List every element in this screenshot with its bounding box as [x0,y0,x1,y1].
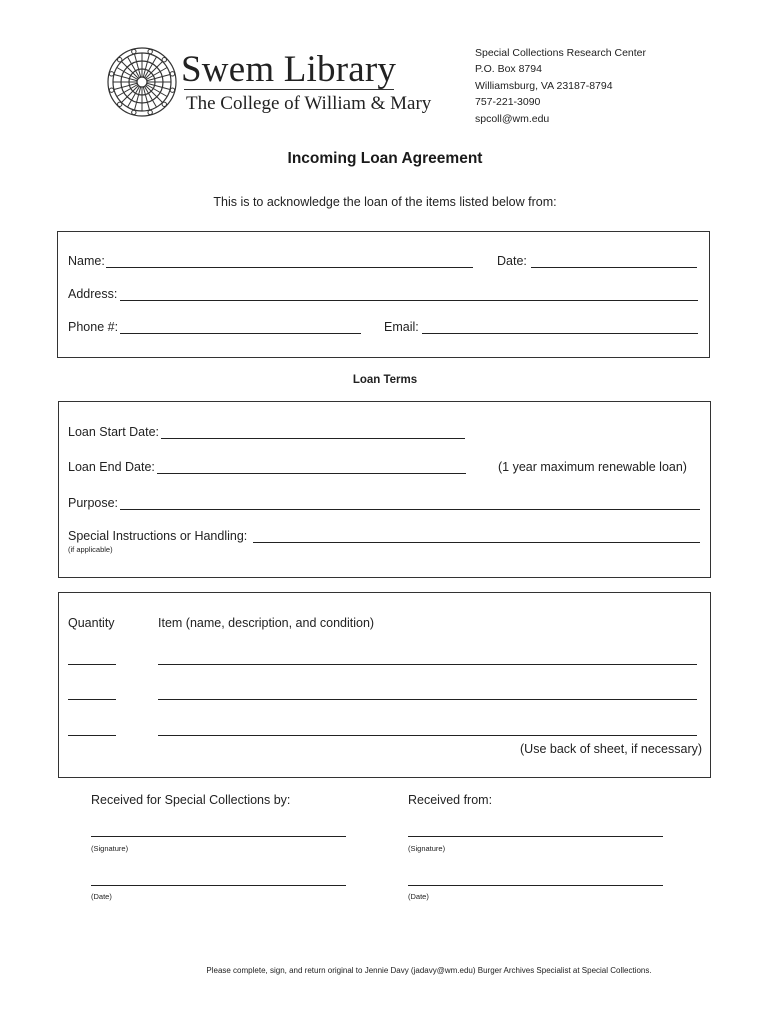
receiver-date-caption: (Date) [91,892,112,901]
purpose-label: Purpose: [68,496,119,510]
address-line-email: spcoll@wm.edu [475,113,550,125]
date-label: Date: [497,254,527,268]
address-field-line[interactable] [120,300,698,301]
intro-text: This is to acknowledge the loan of the items listed below from: [213,195,557,209]
lender-date-caption: (Date) [408,892,429,901]
loan-end-label: Loan End Date: [68,460,155,474]
footer-instructions: Please complete, sign, and return original to Jennie Davy (jadavy@wm.edu) Burger Archives Specialist at Special Collections. [206,966,652,975]
purpose-field-line[interactable] [120,509,700,510]
received-for-label: Received for Special Collections by: [91,793,291,807]
item-field-line[interactable] [158,735,697,736]
quantity-field-line[interactable] [68,735,116,736]
receiver-signature-line[interactable] [91,836,346,837]
loan-end-note: (1 year maximum renewable loan) [498,460,687,474]
receiver-date-line[interactable] [91,885,346,886]
loan-terms-heading: Loan Terms [352,374,418,386]
lender-signature-caption: (Signature) [408,844,446,853]
address-line-city: Williamsburg, VA 23187-8794 [475,80,613,92]
item-field-line[interactable] [158,699,697,700]
college-name: The College of William & Mary [186,93,432,114]
rose-window-logo-icon [106,46,178,118]
special-instructions-label: Special Instructions or Handling: [68,529,248,543]
lender-date-line[interactable] [408,885,663,886]
address-line-po-box: P.O. Box 8794 [475,63,542,75]
quantity-field-line[interactable] [68,699,116,700]
special-instructions-note: (if applicable) [68,545,113,554]
back-of-sheet-note: (Use back of sheet, if necessary) [520,742,703,756]
loan-start-field-line[interactable] [161,438,465,439]
phone-field-line[interactable] [120,333,361,334]
address-line-phone: 757-221-3090 [475,96,541,108]
date-field-line[interactable] [531,267,697,268]
title-rule [184,89,394,90]
loan-end-field-line[interactable] [157,473,466,474]
receiver-signature-caption: (Signature) [91,844,129,853]
address-label: Address: [68,287,118,301]
library-name: Swem Library [181,49,397,90]
special-instructions-field-line[interactable] [253,542,700,543]
item-header: Item (name, description, and condition) [158,616,375,630]
address-line-department: Special Collections Research Center [475,47,646,59]
quantity-field-line[interactable] [68,664,116,665]
name-label: Name: [68,254,105,268]
loan-start-label: Loan Start Date: [68,425,160,439]
received-from-label: Received from: [408,793,493,807]
item-field-line[interactable] [158,664,697,665]
email-field-line[interactable] [422,333,698,334]
email-label: Email: [384,320,419,334]
lender-signature-line[interactable] [408,836,663,837]
phone-label: Phone #: [68,320,119,334]
quantity-header: Quantity [68,616,115,630]
page-title: Incoming Loan Agreement [287,150,483,167]
name-field-line[interactable] [106,267,473,268]
lender-info-box [57,231,710,358]
